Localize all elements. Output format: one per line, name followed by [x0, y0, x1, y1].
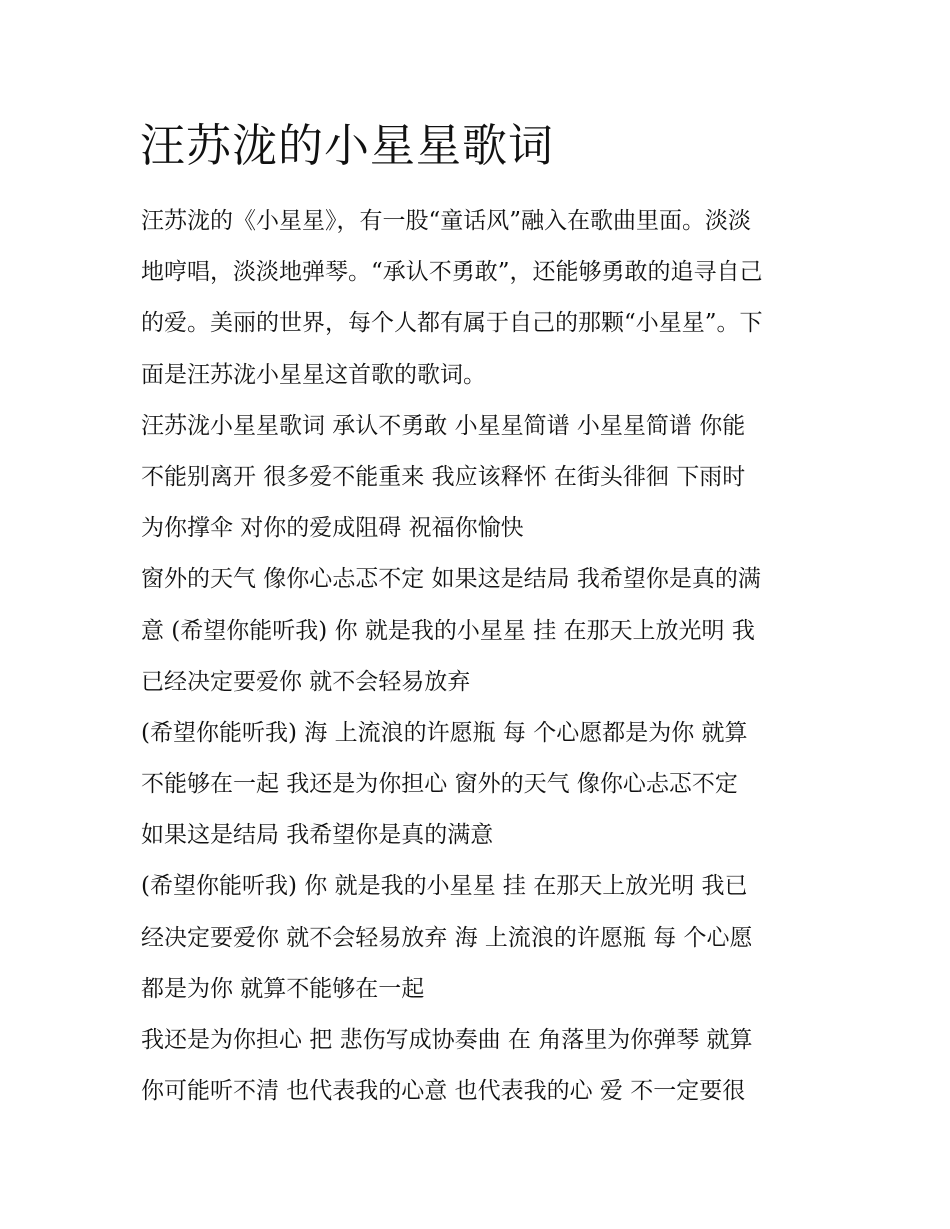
text-line: 你可能听不清 也代表我的心意 也代表我的心 爱 不一定要很 [141, 1078, 746, 1105]
text-line: (希望你能听我) 海 上流浪的许愿瓶 每 个心愿都是为你 就算 [141, 719, 748, 746]
lyrics-paragraph-1 [141, 401, 811, 555]
text-line: 不能别离开 很多爱不能重来 我应该释怀 在街头徘徊 下雨时 [141, 463, 746, 490]
text-line: 已经决定要爱你 就不会轻易放弃 [141, 668, 471, 695]
text-line: 为你撑伞 对你的爱成阻碍 祝福你愉快 [141, 515, 524, 542]
article-body [141, 196, 811, 1117]
text-line: 窗外的天气 像你心忐忑不定 如果这是结局 我希望你是真的满 [141, 566, 761, 593]
text-line: 如果这是结局 我希望你是真的满意 [141, 822, 494, 849]
text-line: 不能够在一起 我还是为你担心 窗外的天气 像你心忐忑不定 [141, 771, 738, 798]
lyrics-paragraph-4 [141, 861, 811, 1015]
text-line: 面是汪苏泷小星星这首歌的歌词。 [141, 361, 486, 388]
page-title: 汪苏泷的小星星歌词 [140, 119, 555, 172]
lyrics-paragraph-3 [141, 708, 811, 862]
lyrics-paragraph-2 [141, 554, 811, 708]
text-line: 意 (希望你能听我) 你 就是我的小星星 挂 在那天上放光明 我 [141, 617, 755, 644]
text-line: 经决定要爱你 就不会轻易放弃 海 上流浪的许愿瓶 每 个心愿 [141, 924, 753, 951]
text-line: 都是为你 就算不能够在一起 [141, 975, 425, 1002]
text-line: 我还是为你担心 把 悲伤写成协奏曲 在 角落里为你弹琴 就算 [141, 1027, 753, 1053]
intro-paragraph [141, 196, 811, 401]
text-line: (希望你能听我) 你 就是我的小星星 挂 在那天上放光明 我已 [141, 873, 748, 900]
text-line: 的爱。美丽的世界，每个人都有属于自己的那颗“小星星”。下 [141, 310, 763, 337]
text-line: 汪苏泷小星星歌词 承认不勇敢 小星星简谱 小星星简谱 你能 [141, 412, 746, 439]
text-line: 汪苏泷的《小星星》，有一股“童话风”融入在歌曲里面。淡淡 [141, 208, 752, 234]
lyrics-paragraph-5 [141, 1015, 811, 1117]
text-line: 地哼唱，淡淡地弹琴。“承认不勇敢”，还能够勇敢的追寻自己 [141, 259, 763, 286]
